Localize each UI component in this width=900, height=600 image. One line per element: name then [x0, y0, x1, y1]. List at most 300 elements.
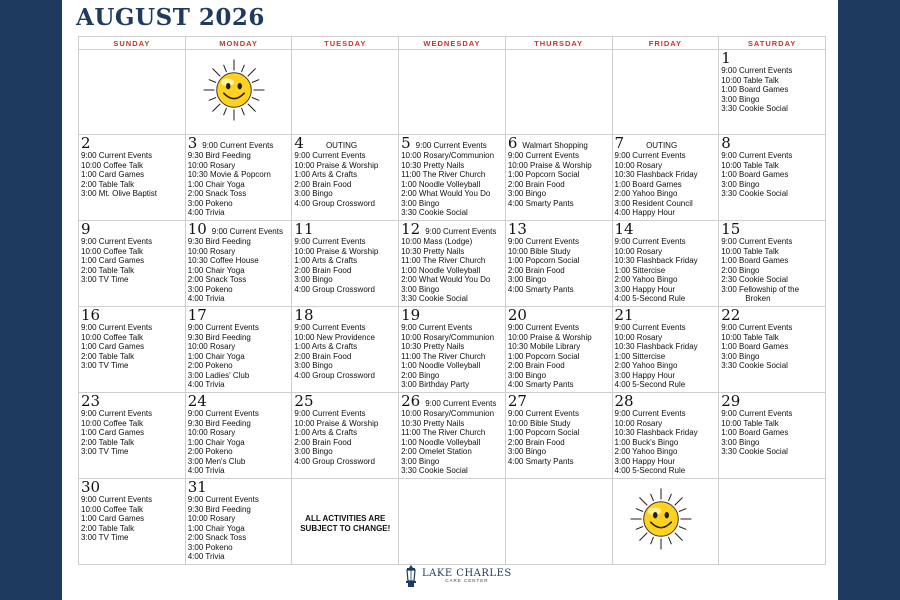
event-item: 1:00 Popcorn Social	[507, 170, 580, 179]
day-number: 9	[81, 220, 91, 238]
day-number: 4	[294, 134, 304, 152]
weekday-sunday: SUNDAY	[79, 37, 186, 50]
event-item: 9:00 Current Events	[721, 151, 793, 160]
calendar-title: AUGUST 2026	[76, 4, 265, 31]
day-number: 5	[401, 134, 411, 152]
event-item: 9:00 Current Events	[721, 66, 793, 75]
day-header	[615, 222, 717, 237]
day-cell	[399, 307, 506, 393]
event-list	[615, 323, 717, 390]
event-item: 1:00 Arts & Crafts	[294, 342, 358, 351]
lake-charles-logo	[404, 565, 512, 587]
day-cell	[399, 135, 506, 221]
week-row	[79, 50, 826, 135]
day-header	[81, 480, 183, 495]
day-highlight-event: 9:00 Current Events	[425, 227, 497, 236]
event-item: 3:30 Cookie Social	[721, 104, 788, 113]
day-cell	[292, 393, 399, 479]
day-header	[188, 480, 290, 495]
day-header	[294, 308, 396, 323]
day-highlight-event: 9:00 Current Events	[425, 399, 497, 408]
event-item: 1:00 Board Games	[721, 428, 789, 437]
day-number: 8	[721, 134, 731, 152]
day-header	[721, 222, 823, 237]
day-number: 27	[507, 392, 527, 410]
sun-decoration-cell	[612, 479, 719, 565]
event-item: 2:00 Brain Food	[507, 265, 565, 275]
event-item: 2:00 Table Talk	[81, 265, 135, 275]
day-cell	[79, 135, 186, 221]
event-item: 1:00 Board Games	[614, 179, 682, 189]
event-list	[721, 66, 823, 114]
event-item: 10:30 Coffee House	[187, 256, 259, 265]
day-number: 29	[721, 392, 741, 410]
event-item: 9:00 Current Events	[507, 237, 579, 246]
right-border	[838, 0, 900, 600]
event-item: 3:00 Bingo	[721, 94, 760, 104]
event-item: 10:30 Pretty Nails	[401, 418, 465, 428]
weekday-saturday: SATURDAY	[719, 37, 826, 50]
day-header	[721, 51, 823, 66]
event-item: 10:30 Flashback Friday	[614, 256, 698, 265]
event-item: 9:00 Current Events	[294, 151, 366, 160]
day-cell	[79, 393, 186, 479]
event-item: 10:30 Movie & Popcorn	[187, 170, 271, 179]
event-item: 10:30 Flashback Friday	[614, 342, 698, 351]
day-number: 18	[294, 306, 314, 324]
event-item: 9:00 Current Events	[614, 323, 686, 332]
weekday-monday: MONDAY	[185, 37, 292, 50]
event-item: 3:00 Bingo	[401, 198, 440, 208]
event-item: 3:00 Pokeno	[187, 284, 233, 294]
event-item: 1:00 Arts & Crafts	[294, 170, 358, 179]
event-item: 2:00 Table Talk	[81, 523, 135, 533]
event-item: 9:00 Current Events	[721, 237, 793, 246]
week-row	[79, 135, 826, 221]
event-list	[188, 409, 290, 476]
event-item: 2:00 Snack Toss	[187, 533, 247, 542]
left-border	[0, 0, 62, 600]
event-item: 10:30 Pretty Nails	[401, 160, 465, 170]
day-cell	[612, 221, 719, 307]
event-item: 2:00 Snack Toss	[187, 275, 247, 284]
event-item: 1:00 Buck's Bingo	[614, 437, 679, 447]
event-item: 3:00 Birthday Party	[401, 380, 470, 389]
event-item: 3:00 Bingo	[507, 370, 547, 380]
event-item: 2:00 Yahoo Bingo	[614, 361, 678, 370]
event-item: 1:00 Board Games	[721, 256, 789, 265]
event-item: 3:00 Men's Club	[187, 456, 246, 466]
event-item: 1:00 Sittercise	[614, 351, 666, 361]
day-number: 15	[721, 220, 741, 238]
event-item: 4:00 Trivia	[187, 552, 225, 561]
event-item: 2:00 Brain Food	[294, 437, 352, 447]
week-row	[79, 221, 826, 307]
event-item: 1:00 Card Games	[81, 514, 145, 523]
day-cell	[612, 135, 719, 221]
day-highlight-event: Walmart Shopping	[522, 141, 588, 150]
event-item: 2:00 Brain Food	[507, 437, 565, 447]
event-item: Broken	[745, 294, 771, 303]
event-item: 3:00 Bingo	[401, 456, 440, 466]
event-item: 4:00 Group Crossword	[294, 198, 375, 208]
event-item: 10:00 Table Talk	[721, 332, 779, 342]
day-header	[508, 222, 610, 237]
day-header	[188, 308, 290, 323]
event-item: 4:00 Smarty Pants	[507, 456, 574, 466]
day-header	[401, 394, 503, 409]
day-number: 11	[294, 220, 314, 238]
event-list	[294, 151, 396, 208]
day-header	[401, 222, 503, 237]
day-number: 26	[401, 392, 421, 410]
event-item: 4:00 Group Crossword	[294, 284, 375, 294]
day-header	[294, 394, 396, 409]
event-item: 9:00 Current Events	[401, 323, 473, 332]
event-item: 3:00 Bingo	[294, 447, 333, 456]
day-number: 28	[614, 392, 634, 410]
day-header	[401, 308, 503, 323]
event-item: 3:00 Bingo	[507, 447, 547, 456]
event-item: 10:00 Mass (Lodge)	[401, 237, 473, 246]
empty-day-cell	[79, 50, 186, 135]
event-list	[721, 409, 823, 457]
day-cell	[292, 221, 399, 307]
empty-day-cell	[292, 50, 399, 135]
event-item: 3:00 TV Time	[81, 447, 129, 456]
event-item: 4:00 Group Crossword	[294, 456, 375, 466]
day-cell	[79, 221, 186, 307]
event-item: 10:00 Coffee Talk	[81, 160, 143, 170]
day-number: 3	[187, 134, 198, 152]
day-header	[615, 136, 717, 151]
weekday-thursday: THURSDAY	[505, 37, 612, 50]
day-header	[294, 222, 396, 237]
event-item: 4:00 Trivia	[187, 294, 225, 303]
event-item: 9:00 Current Events	[294, 409, 366, 418]
event-item: 9:30 Bird Feeding	[187, 418, 251, 428]
event-item: 9:00 Current Events	[507, 151, 579, 160]
day-cell	[185, 135, 292, 221]
event-item: 1:00 Noodle Volleyball	[401, 265, 481, 275]
event-item: 2:00 Table Talk	[81, 179, 135, 189]
day-number: 14	[614, 220, 634, 238]
sun-decoration-cell	[185, 50, 292, 135]
event-item: 10:30 Mobile Library	[507, 342, 581, 351]
day-header	[721, 308, 823, 323]
event-item: 10:00 Rosary	[187, 342, 236, 351]
event-item: 3:30 Cookie Social	[721, 189, 788, 198]
event-item: 2:00 Omelet Station	[401, 447, 472, 456]
day-header	[508, 136, 610, 151]
day-cell	[505, 307, 612, 393]
event-item: 10:00 Rosary	[614, 418, 663, 428]
event-item: 10:00 New Providence	[294, 332, 375, 342]
event-item: 3:00 Bingo	[401, 284, 440, 294]
event-list	[81, 151, 183, 199]
event-list	[401, 323, 503, 390]
event-item: 4:00 Trivia	[187, 380, 225, 389]
event-item: 10:00 Rosary/Communion	[401, 151, 495, 160]
day-number: 7	[614, 134, 625, 152]
day-header	[188, 136, 290, 151]
event-item: 3:00 Bingo	[294, 361, 333, 370]
event-item: 10:00 Praise & Worship	[507, 160, 592, 170]
day-highlight-event: OUTING	[646, 141, 678, 150]
event-list	[81, 409, 183, 457]
event-item: 3:00 Bingo	[721, 351, 760, 361]
event-item: 9:00 Current Events	[614, 409, 686, 418]
event-item: 2:00 Table Talk	[81, 351, 135, 361]
day-cell	[505, 221, 612, 307]
day-number: 23	[81, 392, 101, 410]
day-highlight-event: 9:00 Current Events	[415, 141, 487, 150]
event-item: 10:00 Rosary	[187, 160, 236, 170]
event-item: 9:30 Bird Feeding	[187, 504, 251, 514]
event-item: 1:00 Chair Yoga	[187, 351, 245, 361]
event-item: 2:00 Brain Food	[294, 351, 352, 361]
event-list	[721, 151, 823, 199]
day-cell	[719, 135, 826, 221]
day-cell	[719, 393, 826, 479]
day-header	[721, 136, 823, 151]
event-item: 10:30 Flashback Friday	[614, 428, 698, 437]
event-item: 4:00 5-Second Rule	[614, 294, 686, 303]
event-item: 9:00 Current Events	[721, 409, 793, 418]
event-item: 9:30 Bird Feeding	[187, 151, 251, 160]
day-cell	[79, 479, 186, 565]
day-cell	[505, 135, 612, 221]
event-list	[721, 323, 823, 371]
event-list	[615, 237, 717, 304]
event-item: 1:00 Popcorn Social	[507, 256, 580, 265]
event-item: 3:00 Mt. Olive Baptist	[81, 189, 158, 198]
event-item: 3:00 Ladies' Club	[187, 370, 250, 380]
weekday-friday: FRIDAY	[612, 37, 719, 50]
event-item: 3:00 Bingo	[507, 275, 547, 284]
event-item: 1:00 Arts & Crafts	[294, 428, 358, 437]
event-item: 1:00 Board Games	[721, 85, 789, 94]
smiling-sun-icon	[629, 487, 693, 551]
day-header	[615, 394, 717, 409]
day-header	[188, 222, 290, 237]
event-item: 3:00 TV Time	[81, 533, 129, 542]
event-item: 10:00 Praise & Worship	[294, 418, 379, 428]
day-header	[615, 308, 717, 323]
event-item: 9:00 Current Events	[294, 237, 366, 246]
event-item: 10:00 Rosary	[614, 160, 663, 170]
event-item: 9:00 Current Events	[187, 409, 259, 418]
day-cell	[185, 307, 292, 393]
event-item: 3:30 Cookie Social	[721, 447, 788, 456]
event-item: 2:00 Bingo	[401, 370, 440, 380]
event-item: 9:00 Current Events	[81, 409, 153, 418]
day-number: 19	[401, 306, 421, 324]
event-item: 10:00 Table Talk	[721, 246, 779, 256]
event-item: 1:00 Arts & Crafts	[294, 256, 358, 265]
day-number: 24	[187, 392, 207, 410]
day-number: 12	[401, 220, 421, 238]
day-highlight-event: OUTING	[325, 141, 358, 150]
event-item: 3:30 Cookie Social	[401, 466, 468, 475]
event-item: 10:00 Coffee Talk	[81, 504, 143, 514]
event-item: 9:00 Current Events	[81, 323, 153, 332]
event-item: 10:00 Table Talk	[721, 75, 779, 85]
event-list	[615, 151, 717, 218]
event-item: 2:00 Bingo	[721, 265, 760, 275]
event-item: 2:00 Snack Toss	[187, 189, 247, 198]
event-list	[401, 151, 503, 218]
day-number: 13	[507, 220, 527, 238]
day-number: 6	[507, 134, 518, 152]
event-item: 9:00 Current Events	[507, 409, 579, 418]
day-highlight-event: 9:00 Current Events	[202, 141, 274, 150]
event-item: 11:00 The River Church	[401, 351, 486, 361]
event-item: 9:30 Bird Feeding	[187, 237, 251, 246]
day-cell	[79, 307, 186, 393]
event-item: 2:00 Yahoo Bingo	[614, 275, 678, 284]
day-header	[188, 394, 290, 409]
day-header	[81, 136, 183, 151]
day-cell	[292, 135, 399, 221]
day-number: 17	[187, 306, 207, 324]
event-item: 3:00 Happy Hour	[614, 284, 675, 294]
calendar-grid	[78, 36, 826, 565]
day-header	[81, 222, 183, 237]
lantern-icon	[404, 565, 418, 587]
day-cell	[719, 307, 826, 393]
event-item: 11:00 The River Church	[401, 256, 486, 265]
event-item: 10:00 Praise & Worship	[294, 160, 379, 170]
day-cell	[612, 393, 719, 479]
empty-day-cell	[505, 479, 612, 565]
event-item: 3:00 Happy Hour	[614, 456, 675, 466]
day-header	[508, 394, 610, 409]
event-item: 3:30 Cookie Social	[401, 208, 468, 217]
weekday-tuesday: TUESDAY	[292, 37, 399, 50]
day-number: 31	[187, 478, 207, 496]
day-header	[721, 394, 823, 409]
event-item: 10:30 Pretty Nails	[401, 246, 465, 256]
event-list	[508, 409, 610, 466]
event-item: 3:00 Bingo	[294, 275, 333, 284]
event-list	[294, 323, 396, 380]
event-item: 3:00 TV Time	[81, 361, 129, 370]
event-item: 4:00 Trivia	[187, 208, 225, 217]
event-item: 10:00 Coffee Talk	[81, 246, 143, 256]
event-item: 9:00 Current Events	[614, 151, 686, 160]
event-item: 1:00 Card Games	[81, 428, 145, 437]
day-header	[294, 136, 396, 151]
event-list	[401, 409, 503, 476]
event-item: 10:00 Praise & Worship	[294, 246, 379, 256]
event-item: 3:00 Pokeno	[187, 198, 233, 208]
event-item: 4:00 5-Second Rule	[614, 466, 686, 475]
event-item: 3:00 Bingo	[721, 179, 760, 189]
event-item: 4:00 Smarty Pants	[507, 198, 574, 208]
event-item: 10:00 Coffee Talk	[81, 418, 143, 428]
event-list	[721, 237, 823, 304]
event-item: 10:00 Rosary	[614, 246, 663, 256]
week-row	[79, 393, 826, 479]
day-number: 20	[507, 306, 527, 324]
event-item: 1:00 Noodle Volleyball	[401, 437, 481, 447]
day-cell	[185, 393, 292, 479]
event-item: 4:00 Happy Hour	[614, 208, 675, 217]
weekday-header-row	[79, 37, 826, 50]
day-cell	[399, 221, 506, 307]
event-list	[81, 323, 183, 371]
event-list	[81, 495, 183, 543]
day-number: 22	[721, 306, 741, 324]
weekday-wednesday: WEDNESDAY	[399, 37, 506, 50]
day-cell	[399, 393, 506, 479]
event-item: 2:00 Brain Food	[507, 361, 565, 370]
day-cell	[612, 307, 719, 393]
event-item: 1:00 Card Games	[81, 170, 145, 179]
event-item: 2:00 What Would You Do	[401, 275, 491, 284]
event-item: 1:00 Card Games	[81, 256, 145, 265]
logo-name: LAKE CHARLES	[422, 567, 512, 579]
event-item: 4:00 5-Second Rule	[614, 380, 686, 389]
event-item: 1:00 Noodle Volleyball	[401, 361, 481, 370]
event-item: 9:00 Current Events	[187, 323, 259, 332]
event-item: 2:30 Cookie Social	[721, 275, 788, 284]
day-header	[401, 136, 503, 151]
event-item: 3:00 Bingo	[507, 189, 547, 198]
event-item: 11:00 The River Church	[401, 170, 486, 179]
day-header	[508, 308, 610, 323]
event-list	[508, 323, 610, 390]
event-item: 9:00 Current Events	[187, 495, 259, 504]
event-list	[188, 323, 290, 390]
smiling-sun-icon	[202, 58, 266, 122]
event-item: 1:00 Chair Yoga	[187, 179, 245, 189]
day-number: 1	[721, 49, 731, 67]
event-item: 10:00 Rosary	[614, 332, 663, 342]
event-item: 2:00 Yahoo Bingo	[614, 447, 678, 456]
event-item: 9:00 Current Events	[721, 323, 793, 332]
day-cell	[185, 479, 292, 565]
event-item: 1:00 Board Games	[721, 170, 789, 179]
event-list	[188, 151, 290, 218]
schedule-change-note: ALL ACTIVITIES ARE SUBJECT TO CHANGE!	[300, 514, 391, 533]
event-item: 3:00 Pokeno	[187, 542, 233, 552]
event-item: 2:00 Brain Food	[294, 265, 352, 275]
day-number: 21	[614, 306, 634, 324]
event-item: 1:00 Card Games	[81, 342, 145, 351]
week-row	[79, 479, 826, 565]
event-item: 2:00 Pokeno	[187, 447, 233, 456]
event-item: 2:00 Brain Food	[507, 179, 565, 189]
day-number: 10	[187, 220, 207, 238]
event-list	[294, 237, 396, 294]
day-header	[81, 308, 183, 323]
day-highlight-event: 9:00 Current Events	[211, 227, 283, 236]
event-item: 2:00 Table Talk	[81, 437, 135, 447]
event-item: 9:00 Current Events	[294, 323, 366, 332]
event-item: 10:00 Rosary/Communion	[401, 332, 495, 342]
event-item: 1:00 Sittercise	[614, 265, 666, 275]
event-item: 1:00 Noodle Volleyball	[401, 179, 481, 189]
schedule-note-cell	[292, 479, 399, 565]
day-number: 16	[81, 306, 101, 324]
day-cell	[719, 221, 826, 307]
event-item: 9:00 Current Events	[507, 323, 579, 332]
event-item: 10:00 Rosary	[187, 428, 236, 437]
event-list	[401, 237, 503, 304]
event-list	[188, 495, 290, 562]
